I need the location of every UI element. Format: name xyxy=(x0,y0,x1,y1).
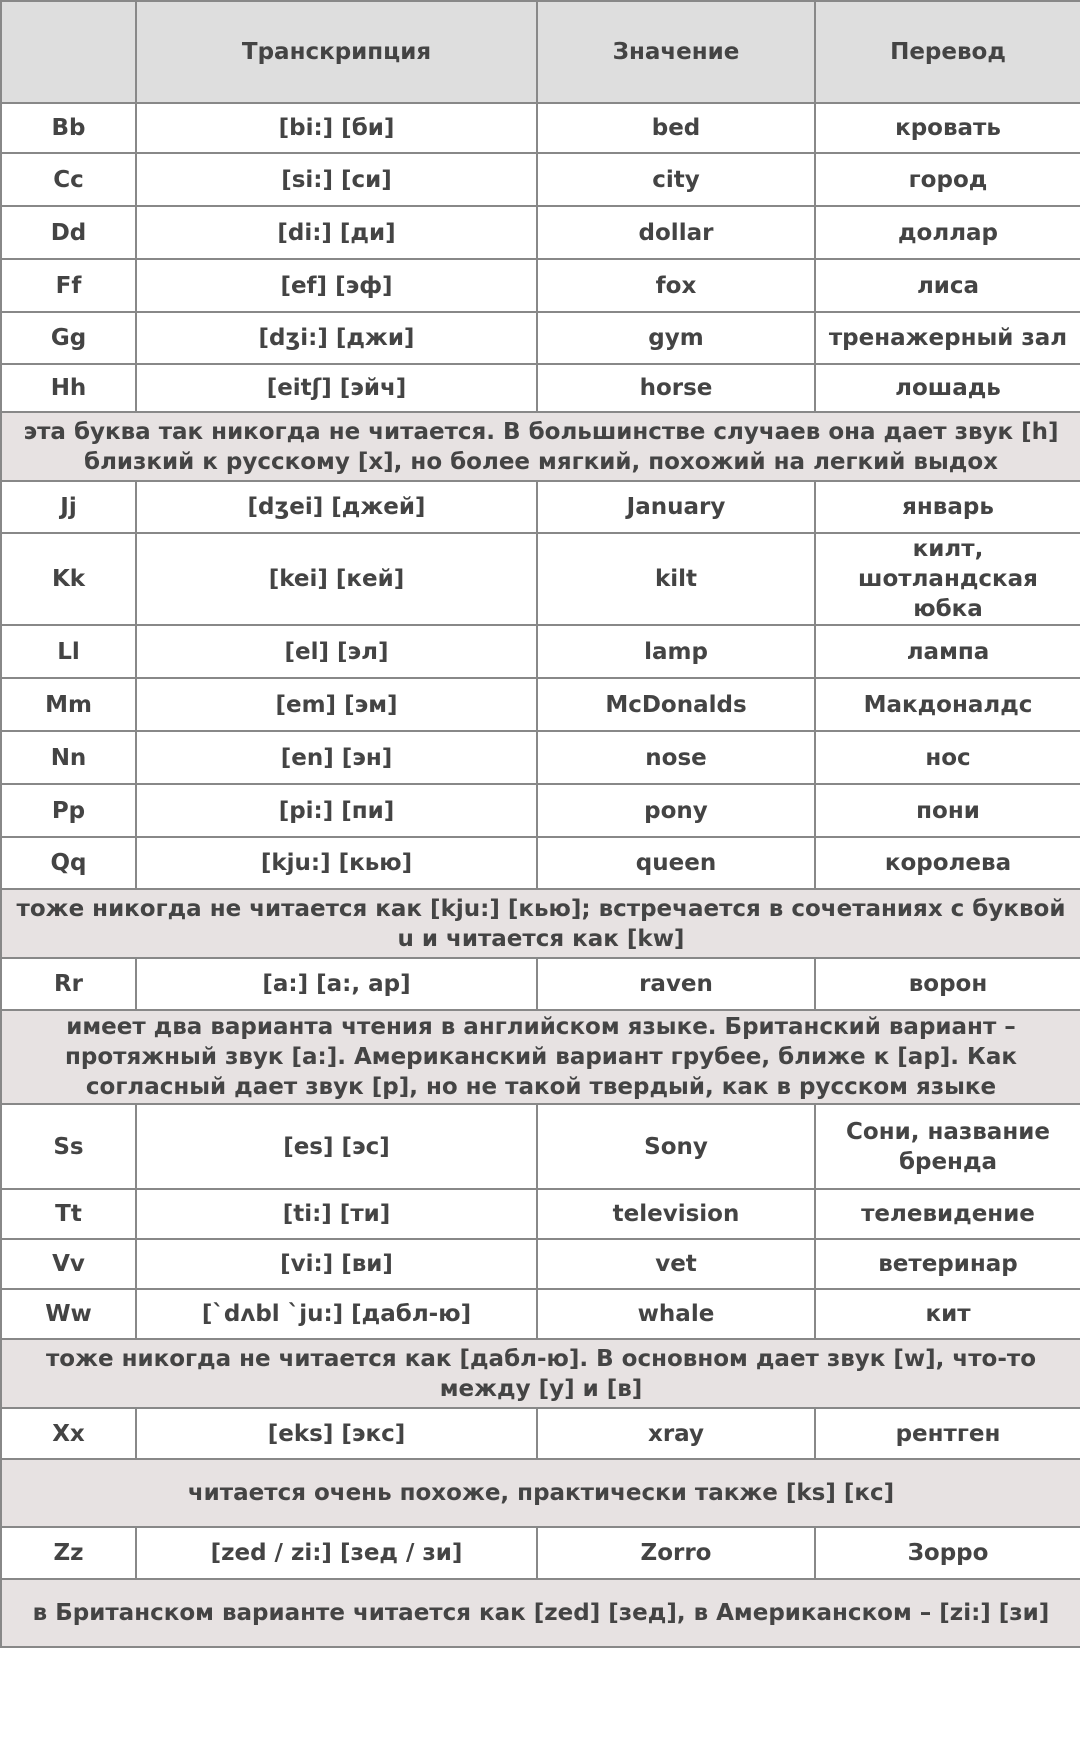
meaning-cell: raven xyxy=(537,958,815,1010)
meaning-cell: pony xyxy=(537,784,815,837)
meaning-cell: dollar xyxy=(537,206,815,259)
table-row xyxy=(1,1408,1080,1459)
letter-cell: Ff xyxy=(1,259,136,312)
table-row xyxy=(1,837,1080,889)
meaning-cell: kilt xyxy=(537,533,815,625)
translation-cell: ветеринар xyxy=(815,1239,1080,1289)
letter-cell: Jj xyxy=(1,481,136,533)
table-row xyxy=(1,1527,1080,1579)
transcription-cell: [pi:] [пи] xyxy=(136,784,537,837)
translation-cell: пони xyxy=(815,784,1080,837)
table-row xyxy=(1,1289,1080,1339)
table-body xyxy=(1,103,1080,1647)
table-row xyxy=(1,533,1080,625)
letter-cell: Vv xyxy=(1,1239,136,1289)
transcription-cell: [el] [эл] xyxy=(136,625,537,678)
letter-cell: Cc xyxy=(1,153,136,206)
table-row xyxy=(1,206,1080,259)
transcription-cell: [vi:] [ви] xyxy=(136,1239,537,1289)
meaning-cell: whale xyxy=(537,1289,815,1339)
table-row xyxy=(1,1189,1080,1239)
note-text: тоже никогда не читается как [дабл-ю]. В основном дает звук [w], что-то между [у] и [в] xyxy=(1,1339,1080,1408)
letter-cell: Ss xyxy=(1,1104,136,1189)
table-row xyxy=(1,1104,1080,1189)
translation-cell: лошадь xyxy=(815,364,1080,412)
note-text: имеет два варианта чтения в английском языке. Британский вариант – протяжный звук [a:]. Американский вариант грубее, ближе к [ар]. Как согласный дает звук [р], но не такой твердый, как в русском языке xyxy=(1,1010,1080,1104)
transcription-cell: [`dʌbl `ju:] [дабл-ю] xyxy=(136,1289,537,1339)
table-row xyxy=(1,784,1080,837)
letter-cell: Dd xyxy=(1,206,136,259)
transcription-cell: [kju:] [кью] xyxy=(136,837,537,889)
table-row xyxy=(1,1239,1080,1289)
header-meaning: Значение xyxy=(537,1,815,103)
letter-cell: Bb xyxy=(1,103,136,153)
letter-cell: Tt xyxy=(1,1189,136,1239)
meaning-cell: January xyxy=(537,481,815,533)
note-text: в Британском варианте читается как [zed] [зед], в Американском – [zi:] [зи] xyxy=(1,1579,1080,1647)
letter-cell: Zz xyxy=(1,1527,136,1579)
meaning-cell: vet xyxy=(537,1239,815,1289)
transcription-cell: [ef] [эф] xyxy=(136,259,537,312)
transcription-cell: [bi:] [би] xyxy=(136,103,537,153)
note-row xyxy=(1,1010,1080,1104)
transcription-cell: [dʒei] [джей] xyxy=(136,481,537,533)
meaning-cell: television xyxy=(537,1189,815,1239)
meaning-cell: nose xyxy=(537,731,815,784)
transcription-cell: [a:] [a:, ар] xyxy=(136,958,537,1010)
translation-cell: кровать xyxy=(815,103,1080,153)
meaning-cell: McDonalds xyxy=(537,678,815,731)
letter-cell: Xx xyxy=(1,1408,136,1459)
translation-cell: лампа xyxy=(815,625,1080,678)
letter-cell: Mm xyxy=(1,678,136,731)
transcription-cell: [eks] [экс] xyxy=(136,1408,537,1459)
table-row xyxy=(1,259,1080,312)
letter-cell: Kk xyxy=(1,533,136,625)
note-row xyxy=(1,1339,1080,1408)
table-row xyxy=(1,312,1080,364)
transcription-cell: [di:] [ди] xyxy=(136,206,537,259)
note-text: эта буква так никогда не читается. В большинстве случаев она дает звук [h] близкий к русскому [х], но более мягкий, похожий на легкий выдох xyxy=(1,412,1080,481)
translation-cell: ворон xyxy=(815,958,1080,1010)
table-row xyxy=(1,153,1080,206)
transcription-cell: [en] [эн] xyxy=(136,731,537,784)
translation-cell: город xyxy=(815,153,1080,206)
letter-cell: Gg xyxy=(1,312,136,364)
letter-cell: Ll xyxy=(1,625,136,678)
transcription-cell: [si:] [си] xyxy=(136,153,537,206)
meaning-cell: gym xyxy=(537,312,815,364)
transcription-cell: [es] [эс] xyxy=(136,1104,537,1189)
letter-cell: Pp xyxy=(1,784,136,837)
note-row xyxy=(1,412,1080,481)
table-row xyxy=(1,625,1080,678)
table-row xyxy=(1,731,1080,784)
transcription-cell: [zed / zi:] [зед / зи] xyxy=(136,1527,537,1579)
translation-cell: доллар xyxy=(815,206,1080,259)
translation-cell: кит xyxy=(815,1289,1080,1339)
header-row xyxy=(1,1,1080,103)
translation-cell: январь xyxy=(815,481,1080,533)
letter-cell: Rr xyxy=(1,958,136,1010)
meaning-cell: queen xyxy=(537,837,815,889)
translation-cell: килт, шотландская юбка xyxy=(815,533,1080,625)
letter-cell: Hh xyxy=(1,364,136,412)
note-row xyxy=(1,1459,1080,1527)
transcription-cell: [eitʃ] [эйч] xyxy=(136,364,537,412)
meaning-cell: fox xyxy=(537,259,815,312)
translation-cell: нос xyxy=(815,731,1080,784)
note-text: читается очень похоже, практически также [ks] [кс] xyxy=(1,1459,1080,1527)
note-row xyxy=(1,1579,1080,1647)
translation-cell: тренажерный зал xyxy=(815,312,1080,364)
translation-cell: Сони, название бренда xyxy=(815,1104,1080,1189)
table-row xyxy=(1,958,1080,1010)
transcription-cell: [ti:] [ти] xyxy=(136,1189,537,1239)
transcription-cell: [kei] [кей] xyxy=(136,533,537,625)
translation-cell: телевидение xyxy=(815,1189,1080,1239)
letter-cell: Nn xyxy=(1,731,136,784)
translation-cell: рентген xyxy=(815,1408,1080,1459)
transcription-cell: [dʒi:] [джи] xyxy=(136,312,537,364)
meaning-cell: bed xyxy=(537,103,815,153)
header-translation: Перевод xyxy=(815,1,1080,103)
meaning-cell: xray xyxy=(537,1408,815,1459)
meaning-cell: Zorro xyxy=(537,1527,815,1579)
meaning-cell: lamp xyxy=(537,625,815,678)
letter-cell: Qq xyxy=(1,837,136,889)
header-letter xyxy=(1,1,136,103)
translation-cell: лиса xyxy=(815,259,1080,312)
translation-cell: Макдоналдс xyxy=(815,678,1080,731)
note-row xyxy=(1,889,1080,958)
table-row xyxy=(1,481,1080,533)
transcription-cell: [em] [эм] xyxy=(136,678,537,731)
meaning-cell: city xyxy=(537,153,815,206)
table-row xyxy=(1,103,1080,153)
meaning-cell: horse xyxy=(537,364,815,412)
letter-cell: Ww xyxy=(1,1289,136,1339)
table-row xyxy=(1,678,1080,731)
note-text: тоже никогда не читается как [kju:] [кью]; встречается в сочетаниях с буквой u и читается как [kw] xyxy=(1,889,1080,958)
translation-cell: Зорро xyxy=(815,1527,1080,1579)
translation-cell: королева xyxy=(815,837,1080,889)
meaning-cell: Sony xyxy=(537,1104,815,1189)
header-transcription: Транскрипция xyxy=(136,1,537,103)
table-row xyxy=(1,364,1080,412)
